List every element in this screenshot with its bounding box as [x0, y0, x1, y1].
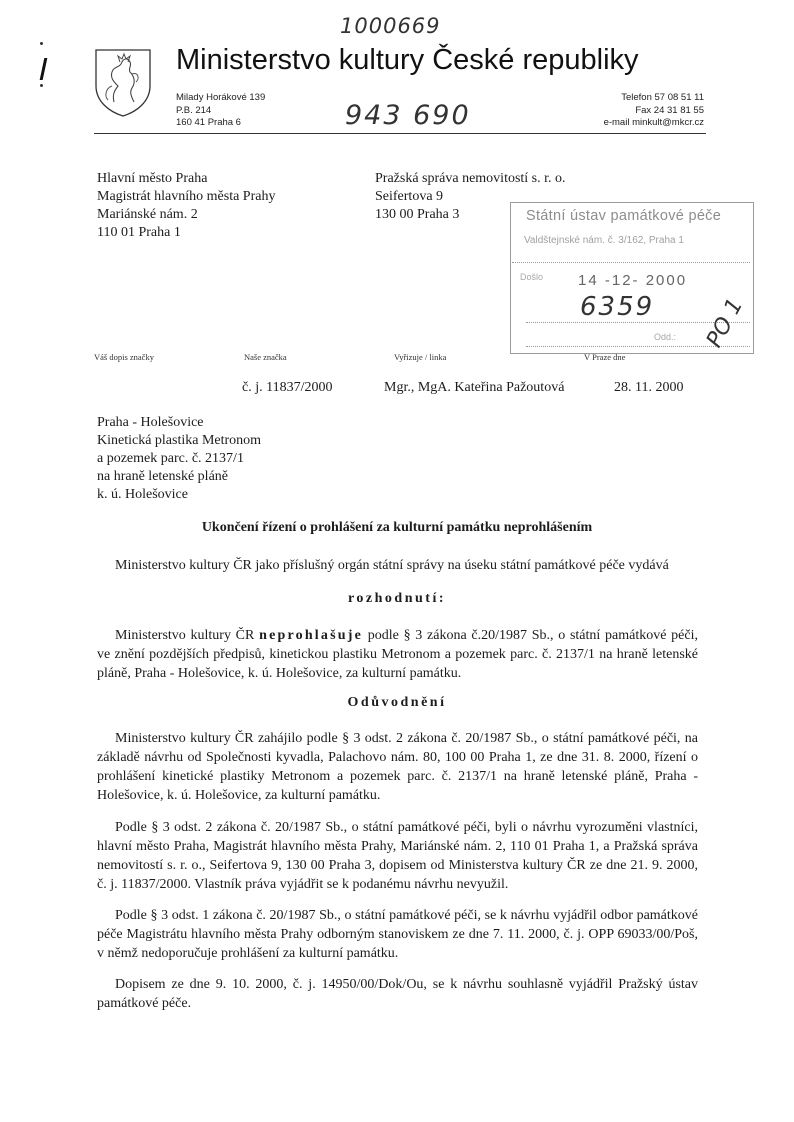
recipient-line: Pražská správa nemovitostí s. r. o.	[375, 171, 566, 186]
recipient-line: 130 00 Praha 3	[375, 207, 460, 222]
recipient-line: Mariánské nám. 2	[97, 207, 198, 222]
letterhead-divider	[94, 133, 706, 134]
your-reference-label: Váš dopis značky	[94, 352, 154, 362]
ministry-title: Ministerstvo kultury České republiky	[176, 44, 639, 76]
ministry-address	[176, 92, 265, 130]
decision-text-start: Ministerstvo kultury ČR	[115, 628, 260, 643]
our-reference-number: č. j. 11837/2000	[242, 380, 333, 395]
stamp-divider	[512, 262, 750, 263]
recipient-line: Hlavní město Praha	[97, 171, 208, 186]
subject-line: na hraně letenské pláně	[97, 469, 228, 484]
handwritten-corner-mark: PO 1	[702, 294, 749, 352]
decision-verdict: neprohlašuje	[259, 628, 364, 643]
document-title: Ukončení řízení o prohlášení za kulturní památku neprohlášením	[201, 520, 593, 535]
margin-mark	[40, 58, 54, 80]
recipient-left	[97, 170, 275, 242]
contact-fax: Fax 24 31 81 55	[635, 104, 704, 116]
margin-dot	[40, 42, 43, 45]
recipient-line: Magistrát hlavního města Prahy	[97, 189, 276, 204]
address-line: Milady Horákové 139	[176, 92, 266, 103]
stamp-handwritten-number: 6359	[580, 292, 655, 322]
margin-dot	[40, 84, 43, 87]
decision-text-end: podle § 3 zákona č.20/1987 Sb., o státní památkové péči, ve znění pozdějších předpisů, kinetickou plastiku Metronom a pozemek parc. č. 2137/1 na hraně letenské pláně, Praha - Holešovice, k. ú. Holešovice, za kulturní památku.	[97, 628, 698, 681]
stamp-address: Valdštejnské nám. č. 3/162, Praha 1	[524, 235, 684, 246]
address-line: 160 41 Praha 6	[176, 117, 241, 128]
handled-by-name: Mgr., MgA. Kateřina Pažoutová	[384, 380, 565, 395]
recipient-line: 110 01 Praha 1	[97, 225, 181, 240]
handled-by-label: Vyřizuje / linka	[394, 352, 447, 362]
reasoning-heading: Odůvodnění	[347, 695, 447, 710]
handwritten-reference-number: 1000669	[340, 14, 441, 38]
place-date-label: V Praze dne	[584, 352, 626, 362]
czech-coat-of-arms-emblem	[92, 46, 154, 118]
our-reference-label: Naše značka	[244, 352, 287, 362]
subject-line: Kinetická plastika Metronom	[97, 433, 262, 448]
handwritten-file-number: 943 690	[345, 100, 471, 131]
reasoning-paragraph: Podle § 3 odst. 1 zákona č. 20/1987 Sb., o státní památkové péči, se k návrhu vyjádřil odbor památkové péče Magistrátu hlavního města Prahy odborným stanoviskem ze dne 7. 11. 2000, č. j. OPP 69033/00/Poš, v němž nedoporučuje prohlášení za kulturní památku.	[97, 908, 698, 961]
stamp-institution: Státní ústav památkové péče	[526, 208, 722, 224]
subject-line: a pozemek parc. č. 2137/1	[97, 451, 244, 466]
recipient-line: Seifertova 9	[375, 189, 444, 204]
ministry-contact	[604, 92, 704, 130]
reasoning-paragraph: Podle § 3 odst. 2 zákona č. 20/1987 Sb., o státní památkové péči, byli o návrhu vyrozuměni vlastníci, hlavní město Praha, Magistrát hlavního města Prahy, Mariánské nám. 2, 110 01 Praha 1, a Pražská správa nemovitostí s. r. o., Seifertova 9, 130 00 Praha 3, dopisem od Ministerstva kultury ČR ze dne 21. 9. 2000, č. j. 11837/2000. Vlastník práva vyjádřit se k podanému návrhu nevyužil.	[97, 820, 698, 892]
letter-date: 28. 11. 2000	[614, 380, 684, 395]
contact-phone: Telefon 57 08 51 11	[621, 92, 704, 103]
subject-block	[97, 414, 261, 504]
address-line: P.B. 214	[176, 104, 212, 116]
decision-heading: rozhodnutí:	[347, 591, 447, 606]
decision-paragraph	[97, 626, 698, 683]
stamp-received-date: 14 -12- 2000	[578, 272, 688, 289]
intro-paragraph: Ministerstvo kultury ČR jako příslušný orgán státní správy na úseku státní památkové péče vydává	[115, 558, 669, 573]
stamp-dept-label: Odd.:	[654, 332, 677, 342]
coat-of-arms-icon	[92, 46, 154, 118]
stamp-received-label: Došlo	[520, 272, 544, 282]
reasoning-paragraph: Dopisem ze dne 9. 10. 2000, č. j. 14950/00/Dok/Ou, se k návrhu souhlasně vyjádřil Pražský ústav památkové péče.	[97, 977, 698, 1011]
reasoning-paragraph: Ministerstvo kultury ČR zahájilo podle § 3 odst. 2 zákona č. 20/1987 Sb., o státní památkové péči, na základě návrhu od Společnosti kyvadla, Palachovo nám. 80, 100 00 Praha 1, ze dne 31. 8. 2000, řízení o prohlášení kinetické plastiky Metronom a pozemek parc. č. 2137/1 na hraně letenské pláně, Praha - Holešovice, k. ú. Holešovice, za kulturní památku.	[97, 731, 698, 803]
contact-email: e-mail minkult@mkcr.cz	[603, 117, 704, 128]
subject-line: Praha - Holešovice	[97, 415, 204, 430]
subject-line: k. ú. Holešovice	[97, 487, 188, 502]
